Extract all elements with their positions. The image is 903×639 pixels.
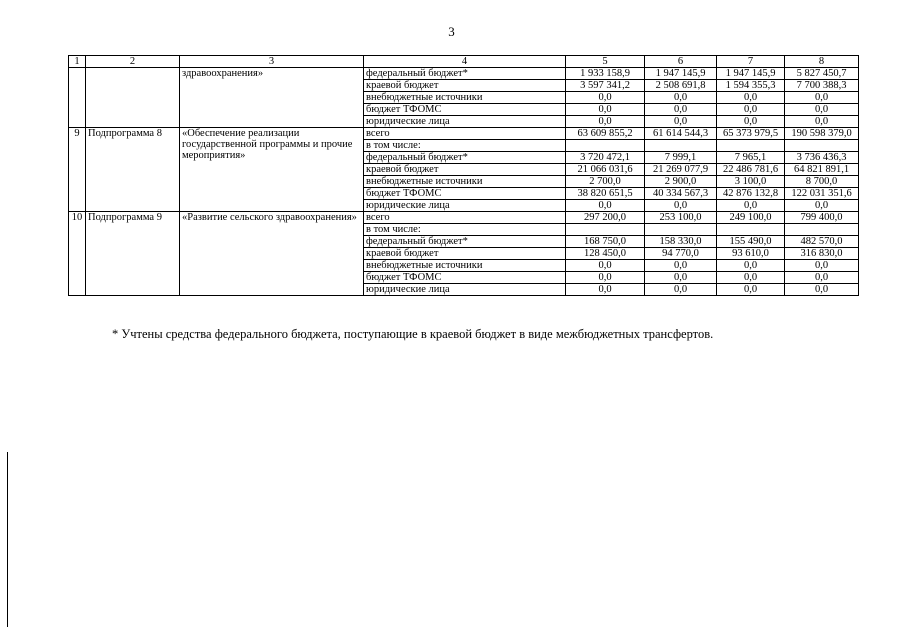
amount-cell: 2 900,0 [645, 176, 717, 188]
amount-cell: 0,0 [785, 116, 859, 128]
funding-source-cell: юридические лица [364, 200, 566, 212]
funding-source-cell: в том числе: [364, 224, 566, 236]
header-cell: 5 [566, 56, 645, 68]
header-cell: 6 [645, 56, 717, 68]
amount-cell: 2 508 691,8 [645, 80, 717, 92]
amount-cell: 0,0 [566, 260, 645, 272]
header-cell: 7 [717, 56, 785, 68]
amount-cell: 38 820 651,5 [566, 188, 645, 200]
table-row [69, 128, 859, 140]
funding-source-cell: внебюджетные источники [364, 176, 566, 188]
amount-cell: 0,0 [785, 200, 859, 212]
amount-cell: 0,0 [645, 92, 717, 104]
funding-source-cell: федеральный бюджет* [364, 152, 566, 164]
program-name-cell: здравоохранения» [180, 68, 364, 128]
table-body [69, 56, 859, 296]
subprogram-cell: Подпрограмма 8 [86, 128, 180, 212]
amount-cell: 128 450,0 [566, 248, 645, 260]
amount-cell: 253 100,0 [645, 212, 717, 224]
amount-cell: 0,0 [717, 116, 785, 128]
funding-source-cell: юридические лица [364, 284, 566, 296]
amount-cell: 5 827 450,7 [785, 68, 859, 80]
amount-cell [566, 224, 645, 236]
amount-cell: 94 770,0 [645, 248, 717, 260]
amount-cell: 0,0 [566, 272, 645, 284]
amount-cell [645, 140, 717, 152]
amount-cell [717, 224, 785, 236]
amount-cell: 1 947 145,9 [717, 68, 785, 80]
amount-cell: 7 999,1 [645, 152, 717, 164]
page-number: 3 [448, 24, 455, 39]
program-name-cell: «Обеспечение реализации государственной программы и прочие мероприятия» [180, 128, 364, 212]
program-name-cell: «Развитие сельского здравоохранения» [180, 212, 364, 296]
funding-source-cell: бюджет ТФОМС [364, 188, 566, 200]
amount-cell [717, 140, 785, 152]
amount-cell: 0,0 [785, 272, 859, 284]
amount-cell: 0,0 [717, 104, 785, 116]
funding-source-cell: внебюджетные источники [364, 92, 566, 104]
amount-cell: 0,0 [785, 260, 859, 272]
header-cell: 2 [86, 56, 180, 68]
amount-cell: 3 597 341,2 [566, 80, 645, 92]
table-row [69, 68, 859, 80]
funding-source-cell: федеральный бюджет* [364, 236, 566, 248]
amount-cell: 482 570,0 [785, 236, 859, 248]
amount-cell: 168 750,0 [566, 236, 645, 248]
funding-source-cell: в том числе: [364, 140, 566, 152]
amount-cell: 316 830,0 [785, 248, 859, 260]
amount-cell: 21 269 077,9 [645, 164, 717, 176]
amount-cell: 0,0 [645, 200, 717, 212]
amount-cell: 249 100,0 [717, 212, 785, 224]
header-cell: 8 [785, 56, 859, 68]
amount-cell [785, 140, 859, 152]
funding-source-cell: бюджет ТФОМС [364, 272, 566, 284]
amount-cell: 22 486 781,6 [717, 164, 785, 176]
funding-table [68, 55, 859, 296]
header-row [69, 56, 859, 68]
amount-cell: 0,0 [785, 92, 859, 104]
amount-cell: 0,0 [645, 272, 717, 284]
amount-cell: 3 736 436,3 [785, 152, 859, 164]
amount-cell: 297 200,0 [566, 212, 645, 224]
amount-cell: 65 373 979,5 [717, 128, 785, 140]
row-number-cell: 9 [69, 128, 86, 212]
header-cell: 3 [180, 56, 364, 68]
amount-cell: 0,0 [566, 92, 645, 104]
funding-source-cell: краевой бюджет [364, 248, 566, 260]
amount-cell: 7 700 388,3 [785, 80, 859, 92]
amount-cell [566, 140, 645, 152]
amount-cell: 122 031 351,6 [785, 188, 859, 200]
amount-cell: 0,0 [645, 260, 717, 272]
amount-cell: 64 821 891,1 [785, 164, 859, 176]
amount-cell: 0,0 [717, 284, 785, 296]
amount-cell: 0,0 [566, 104, 645, 116]
amount-cell: 1 933 158,9 [566, 68, 645, 80]
amount-cell: 0,0 [717, 200, 785, 212]
funding-source-cell: федеральный бюджет* [364, 68, 566, 80]
row-number-cell [69, 68, 86, 128]
subprogram-cell [86, 68, 180, 128]
subprogram-cell: Подпрограмма 9 [86, 212, 180, 296]
amount-cell [645, 224, 717, 236]
amount-cell: 0,0 [645, 116, 717, 128]
scan-edge-line [7, 452, 8, 627]
funding-source-cell: внебюджетные источники [364, 260, 566, 272]
amount-cell: 0,0 [645, 284, 717, 296]
amount-cell: 0,0 [566, 284, 645, 296]
amount-cell: 1 594 355,3 [717, 80, 785, 92]
amount-cell: 3 720 472,1 [566, 152, 645, 164]
amount-cell: 21 066 031,6 [566, 164, 645, 176]
amount-cell: 0,0 [717, 272, 785, 284]
amount-cell: 1 947 145,9 [645, 68, 717, 80]
amount-cell: 0,0 [785, 104, 859, 116]
amount-cell: 63 609 855,2 [566, 128, 645, 140]
amount-cell: 7 965,1 [717, 152, 785, 164]
amount-cell: 40 334 567,3 [645, 188, 717, 200]
amount-cell: 190 598 379,0 [785, 128, 859, 140]
footnote: * Учтены средства федерального бюджета, поступающие в краевой бюджет в виде межбюджетных трансфертов. [112, 327, 714, 341]
funding-source-cell: всего [364, 212, 566, 224]
amount-cell: 42 876 132,8 [717, 188, 785, 200]
funding-source-cell: бюджет ТФОМС [364, 104, 566, 116]
funding-source-cell: краевой бюджет [364, 164, 566, 176]
amount-cell: 0,0 [717, 92, 785, 104]
amount-cell: 0,0 [645, 104, 717, 116]
funding-source-cell: краевой бюджет [364, 80, 566, 92]
amount-cell: 2 700,0 [566, 176, 645, 188]
amount-cell [785, 224, 859, 236]
amount-cell: 158 330,0 [645, 236, 717, 248]
header-cell: 1 [69, 56, 86, 68]
amount-cell: 0,0 [566, 116, 645, 128]
amount-cell: 61 614 544,3 [645, 128, 717, 140]
row-number-cell: 10 [69, 212, 86, 296]
table-row [69, 212, 859, 224]
funding-source-cell: юридические лица [364, 116, 566, 128]
amount-cell: 0,0 [717, 260, 785, 272]
amount-cell: 93 610,0 [717, 248, 785, 260]
header-cell: 4 [364, 56, 566, 68]
amount-cell: 155 490,0 [717, 236, 785, 248]
amount-cell: 0,0 [566, 200, 645, 212]
funding-source-cell: всего [364, 128, 566, 140]
amount-cell: 3 100,0 [717, 176, 785, 188]
amount-cell: 799 400,0 [785, 212, 859, 224]
amount-cell: 8 700,0 [785, 176, 859, 188]
amount-cell: 0,0 [785, 284, 859, 296]
